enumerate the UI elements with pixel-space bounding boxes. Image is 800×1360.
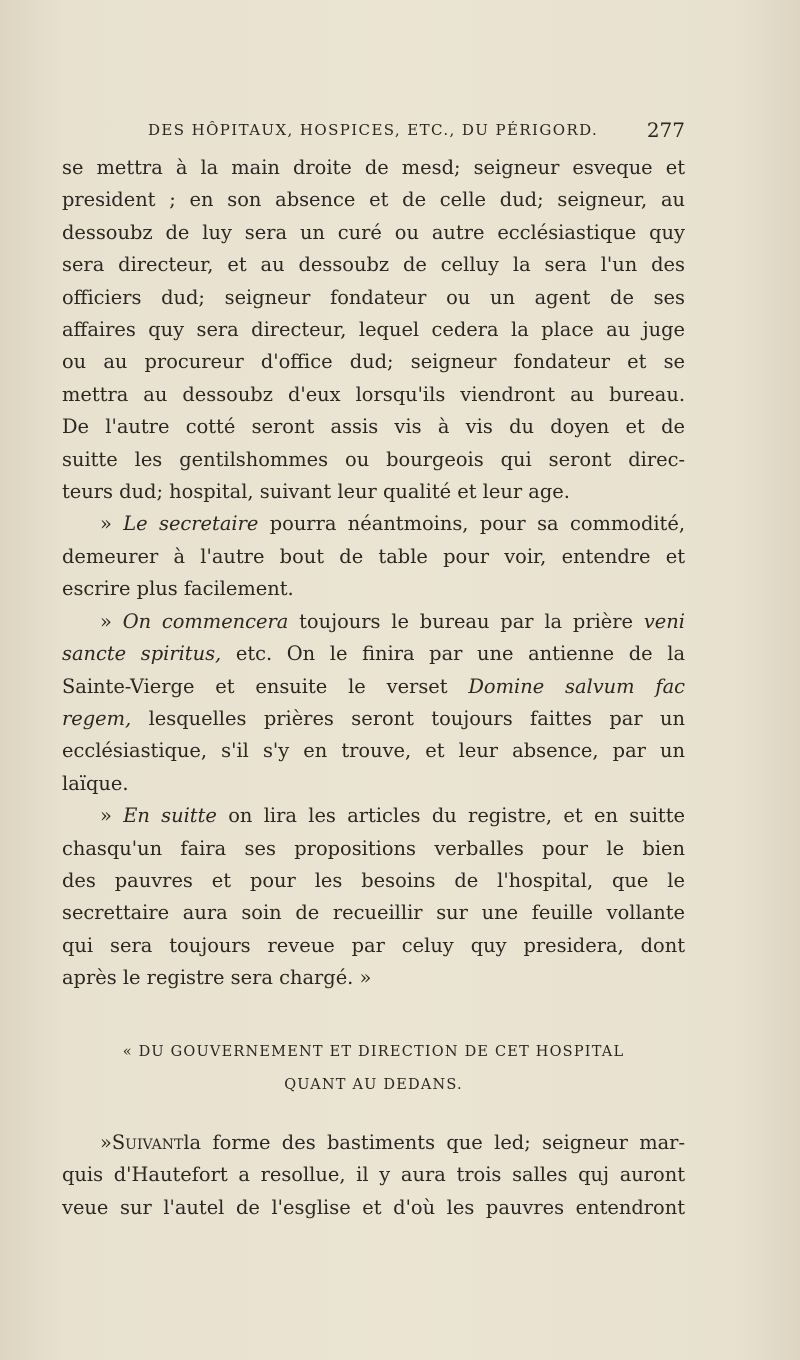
- text-line: demeurer à l'autre bout de table pour voir, entendre et: [62, 544, 685, 568]
- text-line: sera directeur, et au dessoubz de celluy la sera l'un des: [62, 253, 685, 277]
- text-line: ou au procureur d'office dud; seigneur fondateur et se: [62, 350, 685, 374]
- text-line: quis d'Hautefort a resollue, il y aura trois salles quj auront: [62, 1163, 685, 1187]
- paragraph-secretaire: » Le secretaire pourra néantmoins, pour sa commodité,: [100, 512, 685, 536]
- text-line: se mettra à la main droite de mesd; seigneur esveque et: [62, 156, 685, 179]
- text-line: chasqu'un faira ses propositions verballes pour le bien: [62, 836, 685, 860]
- text-line: après le registre sera chargé. »: [62, 966, 372, 990]
- page-number: 277: [646, 118, 685, 142]
- section-heading-line: « DU GOUVERNEMENT ET DIRECTION DE CET HOSPITAL: [122, 1044, 625, 1060]
- paragraph-commencera: » On commencera toujours le bureau par la prière veni: [100, 609, 685, 633]
- text-line: suitte les gentilshommes ou bourgeois qui seront direc-: [62, 447, 685, 471]
- text-line: officiers dud; seigneur fondateur ou un agent de ses: [62, 285, 685, 309]
- text-line: president ; en son absence et de celle dud; seigneur, au: [62, 188, 685, 212]
- text-line: qui sera toujours reveue par celuy quy presidera, dont: [62, 933, 685, 957]
- section-heading: [62, 1036, 685, 1102]
- body-text-continued: [62, 1127, 685, 1224]
- text-line: dessoubz de luy sera un curé ou autre ecclésiastique quy: [62, 220, 685, 244]
- text-line: mettra au dessoubz d'eux lorsqu'ils viendront au bureau.: [62, 382, 685, 406]
- text-line: teurs dud; hospital, suivant leur qualité et leur age.: [62, 480, 570, 504]
- running-title: DES HÔPITAUX, HOSPICES, ETC., DU PÉRIGORD.: [148, 121, 599, 139]
- text-line: laïque.: [62, 771, 129, 795]
- section-heading-line: QUANT AU DEDANS.: [284, 1077, 463, 1093]
- text-line: veue sur l'autel de l'esglise et d'où les pauvres entendront: [62, 1195, 685, 1219]
- text-line: secrettaire aura soin de recueillir sur une feuille vollante: [62, 901, 685, 925]
- text-line: affaires quy sera directeur, lequel cedera la place au juge: [62, 318, 685, 342]
- text-line: Sainte-Vierge et ensuite le verset Domine salvum fac: [62, 674, 685, 698]
- running-header: [148, 118, 685, 146]
- text-line: De l'autre cotté seront assis vis à vis du doyen et de: [62, 415, 685, 439]
- paragraph-en-suitte: » En suitte on lira les articles du registre, et en suitte: [100, 804, 685, 828]
- text-line: des pauvres et pour les besoins de l'hospital, que le: [62, 868, 685, 892]
- text-line: sancte spiritus, etc. On le finira par une antienne de la: [62, 642, 685, 666]
- body-text: [62, 152, 685, 995]
- text-line: escrire plus facilement.: [62, 577, 294, 601]
- text-line: ecclésiastique, s'il s'y en trouve, et leur absence, par un: [62, 739, 685, 763]
- text-line: regem, lesquelles prières seront toujours faittes par un: [62, 706, 685, 730]
- paragraph-suivant: »Suivantla forme des bastiments que led; seigneur mar-: [100, 1131, 685, 1154]
